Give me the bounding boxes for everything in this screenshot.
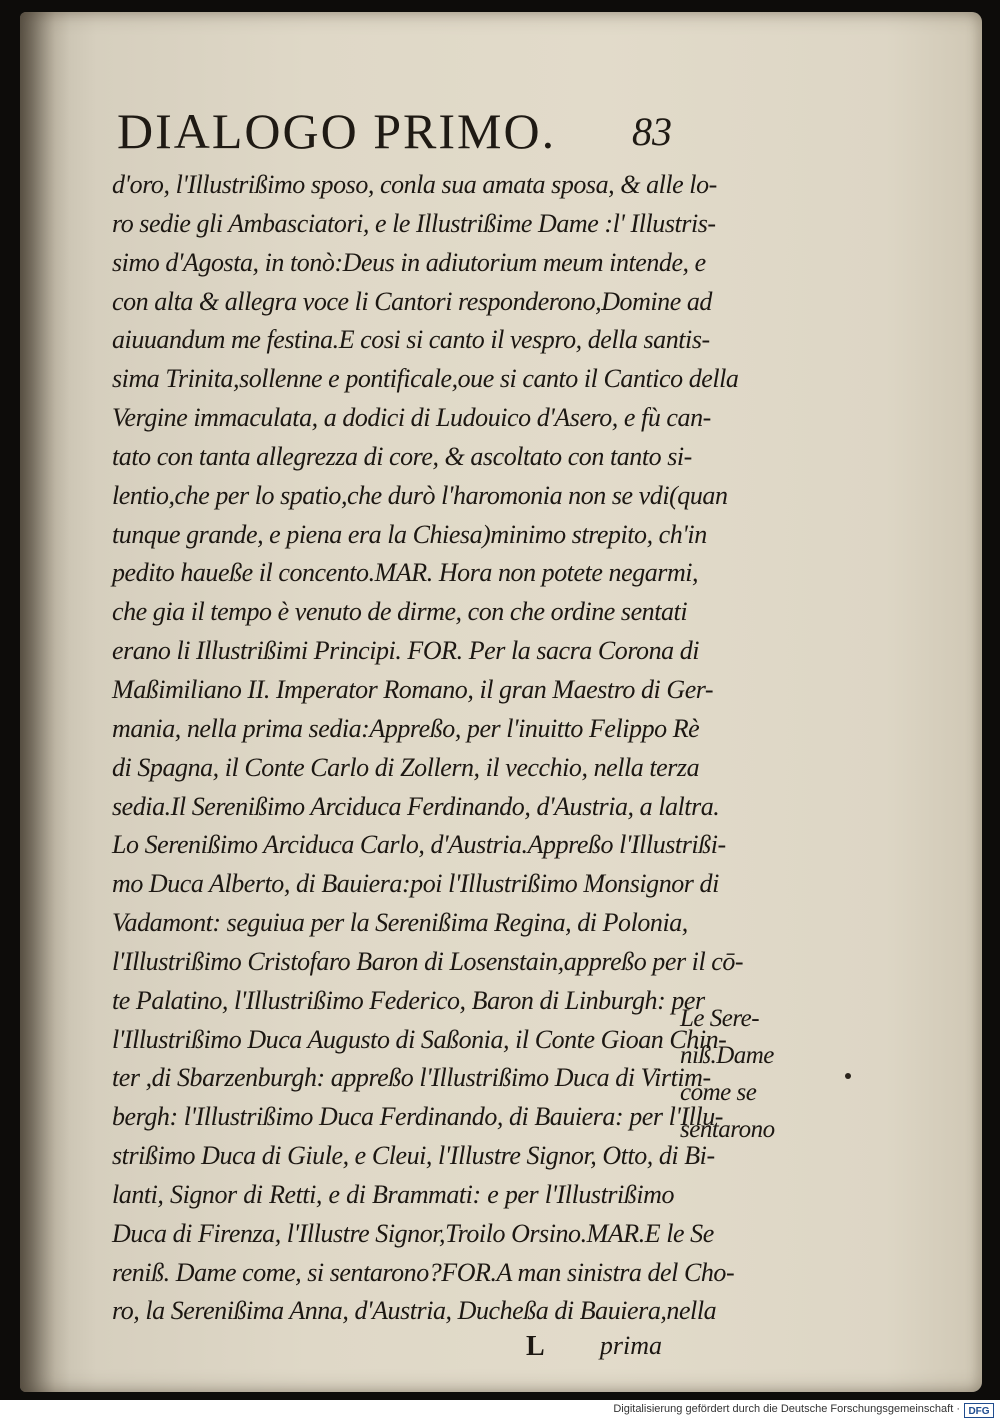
footer-credit: Digitalisierung gefördert durch die Deutsche Forschungsgemeinschaft · bbox=[613, 1403, 960, 1415]
text-line: Maßimiliano II. Imperator Romano, il gran Maestro di Ger- bbox=[112, 674, 714, 704]
text-line: aiuuandum me festina.E cosi si canto il vespro, della santis- bbox=[112, 325, 710, 355]
running-head-title: DIALOGO PRIMO. bbox=[117, 103, 557, 159]
text-line: Vadamont: seguiua per la Serenißima Regina, di Polonia, bbox=[112, 908, 688, 938]
ink-speck bbox=[845, 1073, 851, 1079]
text-line: con alta & allegra voce li Cantori responderono,Domine ad bbox=[112, 286, 712, 316]
text-line: Vergine immaculata, a dodici di Ludouico d'Asero, e fù can- bbox=[112, 403, 711, 433]
page-gutter-shadow bbox=[20, 12, 70, 1392]
text-line: te Palatino, l'Illustrißimo Federico, Baron di Linburgh: per bbox=[112, 985, 705, 1015]
footer-bar bbox=[0, 1400, 1000, 1422]
marginal-note-line: niß.Dame bbox=[680, 1042, 774, 1069]
marginal-note-line: Le Sere- bbox=[680, 1005, 760, 1032]
marginal-note-line: come se bbox=[680, 1079, 757, 1106]
text-line: l'Illustrißimo Duca Augusto di Saßonia, il Conte Gioan Chin- bbox=[112, 1024, 727, 1054]
text-line: mo Duca Alberto, di Bauiera:poi l'Illustrißimo Monsignor di bbox=[112, 869, 719, 899]
signature-mark: L bbox=[526, 1331, 545, 1363]
text-line: l'Illustrißimo Cristofaro Baron di Losenstain,appreßo per il cō- bbox=[112, 946, 744, 976]
text-line: tunque grande, e piena era la Chiesa)minimo strepito, ch'in bbox=[112, 519, 707, 549]
text-line: che gia il tempo è venuto de dirme, con che ordine sentati bbox=[112, 597, 688, 627]
text-line: di Spagna, il Conte Carlo di Zollern, il vecchio, nella terza bbox=[112, 752, 700, 782]
text-line: sima Trinita,sollenne e pontificale,oue si canto il Cantico della bbox=[112, 364, 739, 394]
marginal-note-line: sentarono bbox=[680, 1116, 775, 1143]
running-head bbox=[112, 102, 672, 172]
text-line: lentio,che per lo spatio,che durò l'haromonia non se vdi(quan bbox=[112, 480, 728, 510]
marginal-note bbox=[680, 1000, 795, 1148]
text-line: reniß. Dame come, si sentarono?FOR.A man sinistra del Cho- bbox=[112, 1257, 735, 1287]
text-line: Duca di Firenza, l'Illustre Signor,Troilo Orsino.MAR.E le Se bbox=[112, 1218, 714, 1248]
text-line: pedito haueße il concento.MAR. Hora non potete negarmi, bbox=[112, 558, 699, 588]
text-line: strißimo Duca di Giule, e Cleui, l'Illustre Signor, Otto, di Bi- bbox=[112, 1141, 715, 1171]
text-line: tato con tanta allegrezza di core, & ascoltato con tanto si- bbox=[112, 441, 692, 471]
catch-line bbox=[112, 1331, 674, 1367]
text-line: lanti, Signor di Retti, e di Brammati: e per l'Illustrißimo bbox=[112, 1179, 674, 1209]
text-line: simo d'Agosta, in tonò:Deus in adiutorium meum intende, e bbox=[112, 247, 706, 277]
text-line: sedia.Il Serenißimo Arciduca Ferdinando, d'Austria, a laltra. bbox=[112, 791, 720, 821]
text-line: erano li Illustrißimi Principi. FOR. Per la sacra Corona di bbox=[112, 636, 700, 666]
text-line: ter ,di Sbarzenburgh: appreßo l'Illustrißimo Duca di Virtim- bbox=[112, 1063, 711, 1093]
text-line: ro, la Serenißima Anna, d'Austria, Ducheßa di Bauiera,nella bbox=[112, 1296, 717, 1326]
text-line: mania, nella prima sedia:Appreßo, per l'inuitto Felippo Rè bbox=[112, 713, 700, 743]
text-line: bergh: l'Illustrißimo Duca Ferdinando, di Bauiera: per l'Illu- bbox=[112, 1102, 723, 1132]
catchword: prima bbox=[599, 1331, 662, 1361]
text-line: ro sedie gli Ambasciatori, e le Illustrißime Dame :l' Illustris- bbox=[112, 208, 716, 238]
text-line: Lo Serenißimo Arciduca Carlo, d'Austria.Appreßo l'Illustrißi- bbox=[112, 830, 726, 860]
page-number: 83 bbox=[632, 109, 672, 154]
text-line: d'oro, l'Illustrißimo sposo, conla sua amata sposa, & alle lo- bbox=[112, 170, 717, 199]
dfg-logo-icon: DFG bbox=[964, 1403, 994, 1418]
